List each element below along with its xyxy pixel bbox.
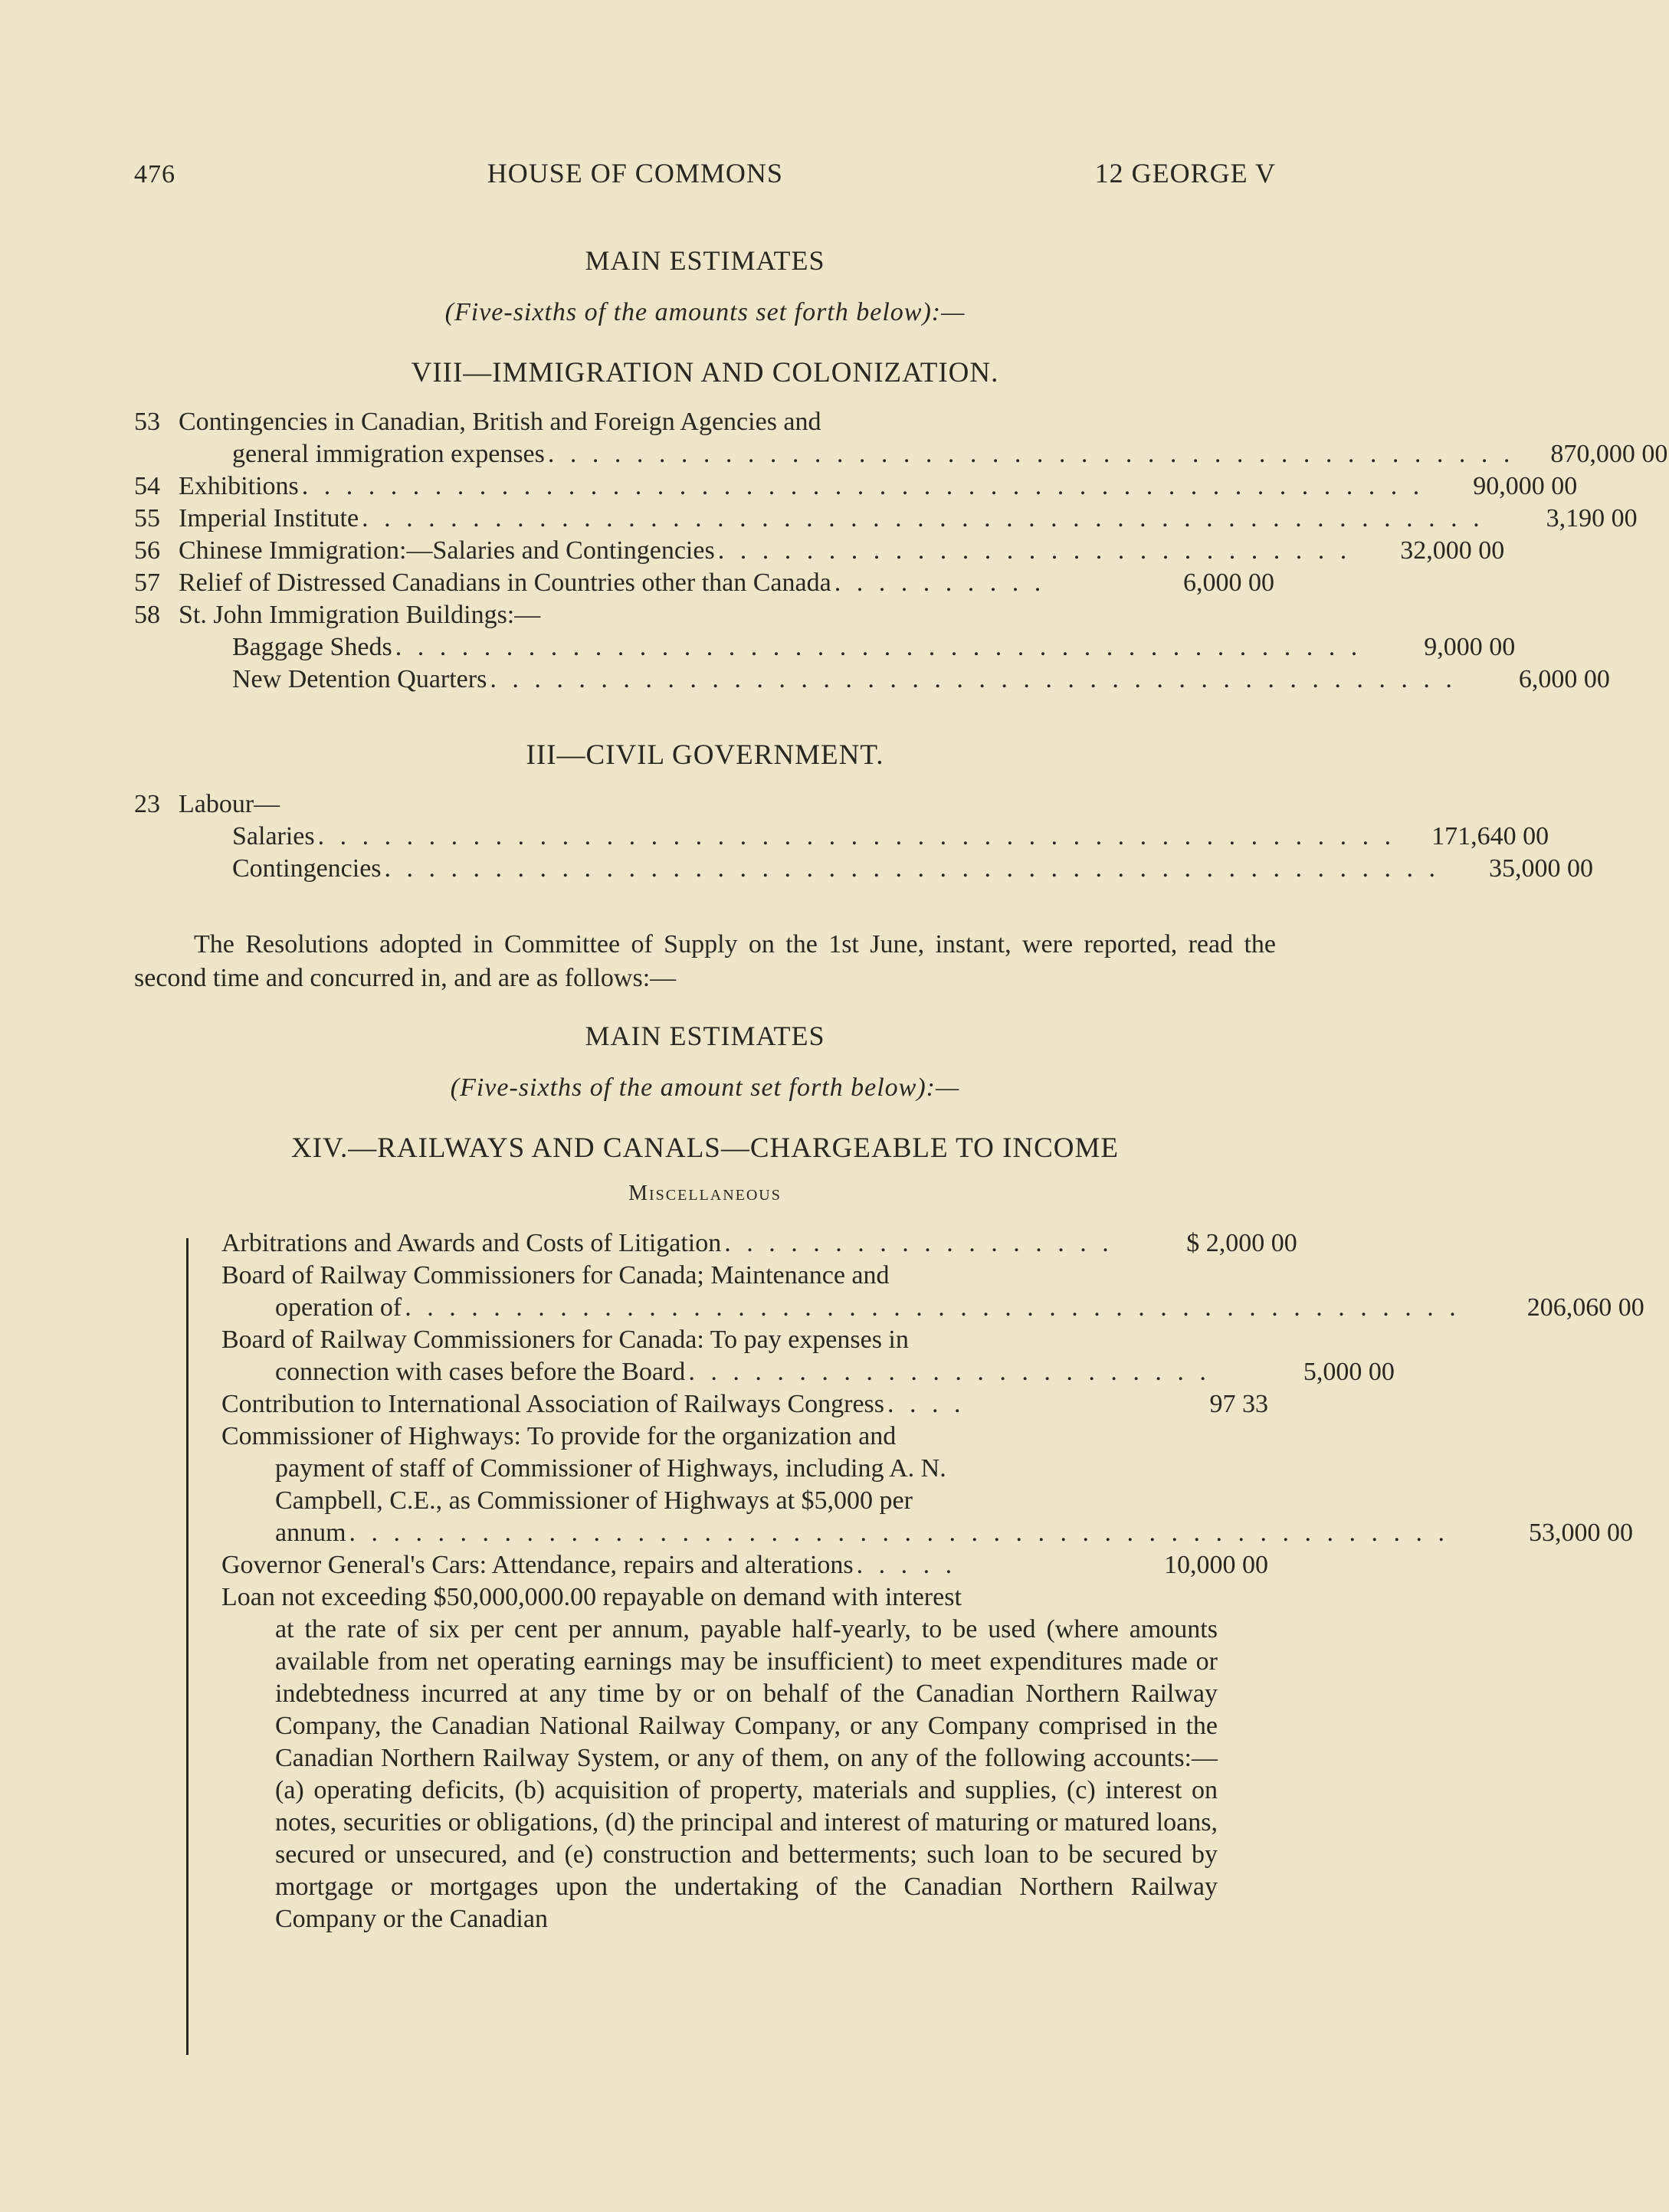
resolution-paragraph: The Resolutions adopted in Committee of Supply on the 1st June, instant, were reported, read the second time and concurred in, and are as follows:— — [134, 930, 1276, 992]
highways-item: Commissioner of Highways: To provide for the organization and — [221, 1422, 897, 1450]
item-58: 58 St. John Immigration Buildings:— — [134, 601, 541, 629]
item-58-detention-quarters: New Detention Quarters . . . . . . . . . . . . . . . . . . . . . . . . . . . . . . . . . . . . . . . . . . . . 6,000 00 — [232, 665, 1610, 693]
loan-item: Loan not exceeding $50,000,000.00 repayable on demand with interest — [221, 1583, 962, 1611]
item-53-cont: general immigration expenses . . . . . . . . . . . . . . . . . . . . . . . . . . . . . . . . . . . . . . . . . . . . 870,000 00 — [134, 438, 1276, 470]
board-expenses-item: Board of Railway Commissioners for Canada: To pay expenses in — [221, 1326, 909, 1354]
section-iii-items — [134, 788, 1594, 885]
section-xiv-heading: XIV.—RAILWAYS AND CANALS—CHARGEABLE TO INCOME — [290, 1132, 1120, 1164]
item-57: 57 Relief of Distressed Canadians in Countries other than Canada . . . . . . . . . . 6,000 00 — [134, 569, 1274, 597]
board-expenses-cont: connection with cases before the Board . . . . . . . . . . . . . . . . . . . . . . . . 5,000 00 — [275, 1358, 1395, 1386]
section-iii-heading: III—CIVIL GOVERNMENT. — [526, 739, 884, 771]
item-53: 53 Contingencies in Canadian, British and Foreign Agencies and — [134, 408, 821, 436]
item-23-salaries: Salaries . . . . . . . . . . . . . . . . . . . . . . . . . . . . . . . . . . . . . . . . . . . . . . . . . 171,640 00 — [232, 822, 1549, 850]
highways-cont-2: Campbell, C.E., as Commissioner of Highways at $5,000 per — [275, 1486, 913, 1515]
estimates-subheading: (Five-sixths of the amounts set forth below):— — [444, 298, 966, 326]
item-58-baggage-sheds: Baggage Sheds . . . . . . . . . . . . . . . . . . . . . . . . . . . . . . . . . . . . . . . . . . . . 9,000 00 — [232, 633, 1516, 661]
item-54: 54 Exhibitions . . . . . . . . . . . . . . . . . . . . . . . . . . . . . . . . . . . . . . . . . . . . . . . . . . . 90,000 00 — [134, 472, 1578, 500]
estimates-subheading-2: (Five-sixths of the amount set forth below):— — [450, 1073, 960, 1102]
item-55: 55 Imperial Institute . . . . . . . . . . . . . . . . . . . . . . . . . . . . . . . . . . . . . . . . . . . . . . . . . . . 3,190 00 — [134, 504, 1638, 533]
loan-item-body: at the rate of six per cent per annum, payable half-yearly, to be used (where amounts available from net operating earnings may be insufficient) to meet expenditures made or indebtedness incurred at any time by or on behalf of the Canadian Northern Railway Company, the Canadian National Railway Company, or any Company comprised in the Canadian Northern Railway System, or any of them, on any of the following accounts:— (a) operating deficits, (b) acquisition of property, materials and supplies, (c) interest on notes, securities or obligations, (d) the principal and interest of maturing or matured loans, secured or unsecured, and (e) construction and betterments; such loan to be secured by mortgage or mortgages upon the undertaking of the Canadian Northern Railway Company or the Canadian — [275, 1615, 1218, 1933]
document-page — [134, 157, 1668, 1935]
governor-cars-item: Governor General's Cars: Attendance, repairs and alterations . . . . . 10,000 00 — [221, 1551, 1268, 1579]
highways-cont-1: payment of staff of Commissioner of Highways, including A. N. — [275, 1454, 946, 1483]
amount: 870,000 00 — [1550, 440, 1668, 468]
section-viii-heading: VIII—IMMIGRATION AND COLONIZATION. — [411, 357, 999, 388]
brace-line — [186, 1238, 189, 2055]
arbitrations-item: Arbitrations and Awards and Costs of Litigation . . . . . . . . . . . . . . . . . . $ 2,000 00 — [221, 1229, 1297, 1257]
section-xiv-subheading: Miscellaneous — [628, 1181, 782, 1205]
session-label: 12 GEORGE V — [1094, 158, 1276, 188]
estimates-heading-2: MAIN ESTIMATES — [585, 1021, 825, 1051]
page-number: 476 — [134, 160, 175, 188]
estimates-heading: MAIN ESTIMATES — [585, 245, 825, 276]
board-maintenance-cont: operation of . . . . . . . . . . . . . . . . . . . . . . . . . . . . . . . . . . . . . . . . . . . . . . . . 206,060 00 — [275, 1293, 1644, 1322]
running-header — [134, 157, 1276, 189]
item-23: 23 Labour— — [134, 790, 280, 818]
section-viii-items — [134, 406, 1668, 696]
contribution-item: Contribution to International Association of Railways Congress . . . . 97 33 — [221, 1390, 1268, 1418]
item-56: 56 Chinese Immigration:—Salaries and Contingencies . . . . . . . . . . . . . . . . . . . . . . . . . . . . . 32,000 00 — [134, 536, 1505, 565]
miscellaneous-items — [134, 1227, 1644, 1935]
running-title: HOUSE OF COMMONS — [487, 158, 783, 188]
item-23-contingencies: Contingencies . . . . . . . . . . . . . . . . . . . . . . . . . . . . . . . . . . . . . . . . . . . . . . . . 35,000 00 — [232, 854, 1594, 883]
board-maintenance-item: Board of Railway Commissioners for Canada; Maintenance and — [221, 1261, 890, 1290]
highways-cont-3: annum . . . . . . . . . . . . . . . . . . . . . . . . . . . . . . . . . . . . . . . . . . . . . . . . . . 53,000 00 — [275, 1519, 1634, 1547]
